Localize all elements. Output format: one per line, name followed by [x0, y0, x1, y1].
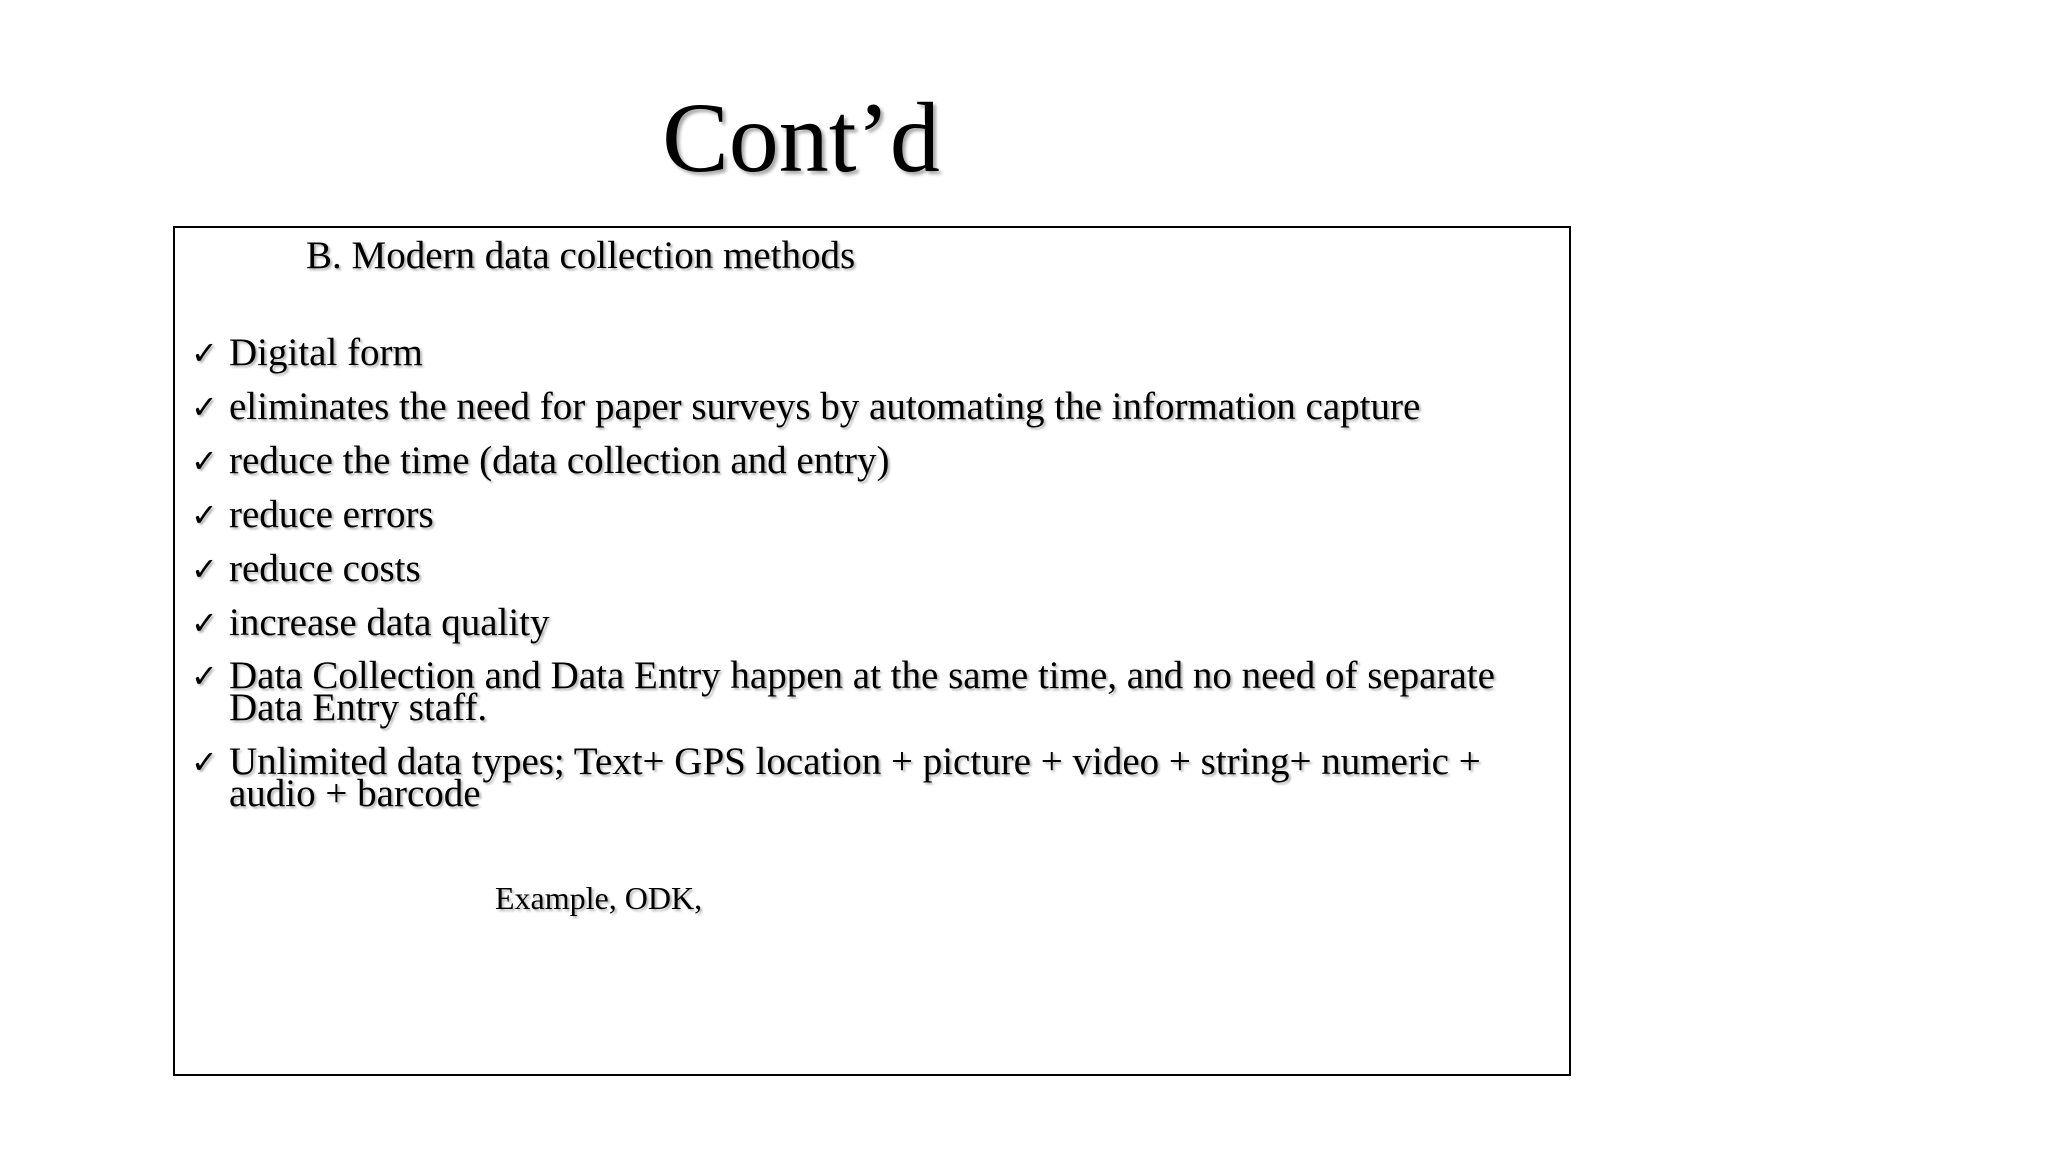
bullet-text: increase data quality — [229, 601, 550, 644]
section-subheading: B. Modern data collection methods — [306, 234, 856, 277]
slide-title: Cont’d — [662, 82, 940, 193]
checkmark-icon: ✓ — [191, 550, 218, 588]
checkmark-icon: ✓ — [191, 334, 218, 372]
bullet-text: reduce errors — [229, 493, 434, 536]
example-text: Example, ODK, — [495, 880, 703, 916]
checkmark-icon: ✓ — [191, 388, 218, 426]
bullet-text: eliminates the need for paper surveys by automating the information capture — [229, 385, 1421, 428]
list-item — [191, 434, 1561, 488]
bullet-text: Unlimited data types; Text+ GPS location + picture + video + string+ numeric + audio + barcode — [229, 740, 1481, 815]
list-item — [191, 740, 1561, 815]
checkmark-icon: ✓ — [191, 657, 218, 695]
checkmark-icon: ✓ — [191, 442, 218, 480]
bullet-text: reduce costs — [229, 547, 421, 590]
list-item — [191, 542, 1561, 596]
list-item — [191, 596, 1561, 650]
bullet-text: Digital form — [229, 331, 423, 374]
checkmark-icon: ✓ — [191, 604, 218, 642]
list-item — [191, 380, 1561, 434]
checkmark-icon: ✓ — [191, 496, 218, 534]
bullet-list — [191, 326, 1561, 832]
checkmark-icon: ✓ — [191, 743, 218, 781]
content-box — [173, 226, 1571, 1076]
list-item — [191, 654, 1561, 729]
bullet-text: Data Collection and Data Entry happen at the same time, and no need of separate Data Entry staff. — [229, 654, 1495, 729]
list-item — [191, 488, 1561, 542]
bullet-text: reduce the time (data collection and entry) — [229, 439, 890, 482]
list-item — [191, 326, 1561, 380]
